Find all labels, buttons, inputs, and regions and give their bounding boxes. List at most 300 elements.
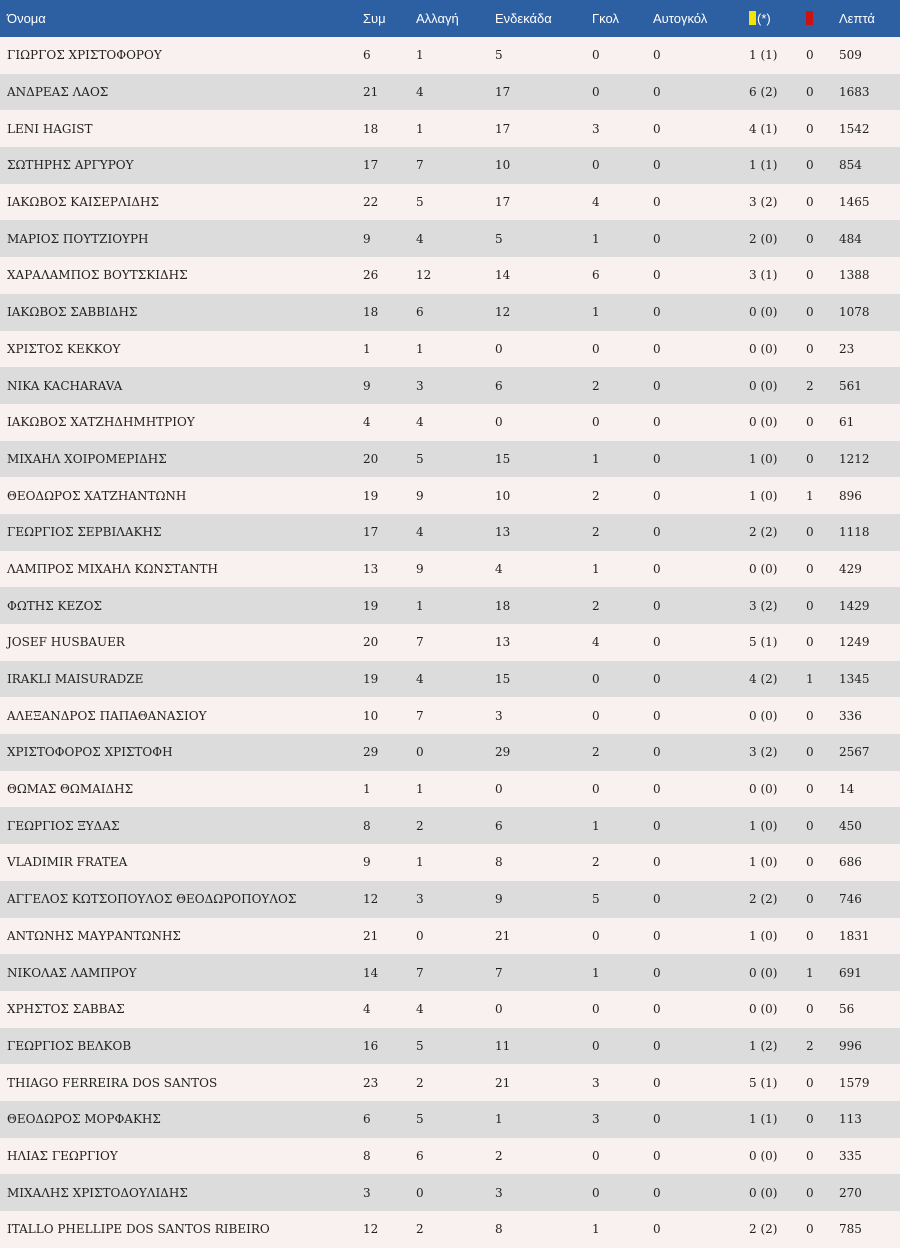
cell-minutes: 509 xyxy=(839,48,862,63)
header-subs[interactable]: Αλλαγή xyxy=(416,11,459,26)
cell-goals: 0 xyxy=(592,85,600,100)
cell-red: 0 xyxy=(806,48,814,63)
cell-goals: 4 xyxy=(592,635,600,650)
cell-subs: 9 xyxy=(416,488,424,503)
cell-minutes: 61 xyxy=(839,415,855,430)
table-row xyxy=(0,110,900,147)
cell-yellow: 1 (0) xyxy=(749,928,778,943)
cell-starts: 0 xyxy=(495,415,503,430)
cell-yellow: 0 (0) xyxy=(749,708,778,723)
table-row xyxy=(0,1028,900,1065)
cell-yellow: 0 (0) xyxy=(749,1002,778,1017)
cell-apps: 9 xyxy=(363,855,371,870)
cell-minutes: 896 xyxy=(839,488,862,503)
player-name[interactable]: IRAKLI MAISURADZE xyxy=(7,672,144,687)
cell-apps: 12 xyxy=(363,1222,379,1237)
table-row xyxy=(0,697,900,734)
cell-red: 0 xyxy=(806,121,814,136)
cell-yellow: 2 (0) xyxy=(749,231,778,246)
cell-minutes: 1249 xyxy=(839,635,870,650)
cell-apps: 17 xyxy=(363,525,379,540)
cell-own-goals: 0 xyxy=(653,231,661,246)
cell-starts: 5 xyxy=(495,231,503,246)
cell-subs: 2 xyxy=(416,818,424,833)
cell-red: 0 xyxy=(806,158,814,173)
cell-starts: 0 xyxy=(495,341,503,356)
cell-starts: 14 xyxy=(495,268,511,283)
cell-subs: 4 xyxy=(416,85,424,100)
table-row xyxy=(0,257,900,294)
cell-starts: 6 xyxy=(495,378,503,393)
table-row xyxy=(0,404,900,441)
player-name[interactable]: ΓΕΩΡΓΙΟΣ ΣΕΡΒΙΛΑΚΗΣ xyxy=(7,525,162,540)
cell-starts: 7 xyxy=(495,965,503,980)
cell-goals: 3 xyxy=(592,1075,600,1090)
cell-goals: 1 xyxy=(592,451,600,466)
cell-own-goals: 0 xyxy=(653,415,661,430)
cell-yellow: 4 (1) xyxy=(749,121,778,136)
cell-own-goals: 0 xyxy=(653,561,661,576)
cell-minutes: 2567 xyxy=(839,745,870,760)
cell-apps: 19 xyxy=(363,598,379,613)
cell-yellow: 0 (0) xyxy=(749,378,778,393)
cell-subs: 2 xyxy=(416,1222,424,1237)
player-name[interactable]: NIKA KACHARAVA xyxy=(7,378,123,393)
cell-goals: 1 xyxy=(592,818,600,833)
cell-own-goals: 0 xyxy=(653,451,661,466)
player-name[interactable]: ΘΩΜΑΣ ΘΩΜΑΙΔΗΣ xyxy=(7,782,134,797)
cell-minutes: 1542 xyxy=(839,121,870,136)
cell-minutes: 429 xyxy=(839,561,862,576)
cell-apps: 29 xyxy=(363,745,379,760)
cell-starts: 17 xyxy=(495,85,511,100)
header-minutes[interactable]: Λεπτά xyxy=(839,11,875,26)
cell-own-goals: 0 xyxy=(653,1075,661,1090)
cell-yellow: 0 (0) xyxy=(749,415,778,430)
player-name[interactable]: ΧΑΡΑΛΑΜΠΟΣ ΒΟΥΤΣΚΙΔΗΣ xyxy=(7,268,188,283)
cell-starts: 0 xyxy=(495,1002,503,1017)
cell-apps: 22 xyxy=(363,195,379,210)
cell-yellow: 1 (1) xyxy=(749,48,778,63)
cell-apps: 1 xyxy=(363,782,371,797)
cell-minutes: 1078 xyxy=(839,305,870,320)
cell-minutes: 14 xyxy=(839,782,855,797)
cell-yellow: 0 (0) xyxy=(749,561,778,576)
cell-minutes: 113 xyxy=(839,1112,862,1127)
cell-own-goals: 0 xyxy=(653,1148,661,1163)
cell-own-goals: 0 xyxy=(653,268,661,283)
player-name[interactable]: ΛΑΜΠΡΟΣ ΜΙΧΑΗΛ ΚΩΝΣΤΑΝΤΗ xyxy=(7,561,219,576)
player-name[interactable]: ΙΑΚΩΒΟΣ ΧΑΤΖΗΔΗΜΗΤΡΙΟΥ xyxy=(7,415,195,430)
cell-apps: 8 xyxy=(363,818,371,833)
table-row xyxy=(0,1138,900,1175)
cell-subs: 1 xyxy=(416,121,424,136)
cell-own-goals: 0 xyxy=(653,928,661,943)
cell-red: 0 xyxy=(806,1222,814,1237)
cell-own-goals: 0 xyxy=(653,708,661,723)
cell-starts: 4 xyxy=(495,561,503,576)
cell-red: 0 xyxy=(806,1075,814,1090)
cell-yellow: 0 (0) xyxy=(749,305,778,320)
cell-subs: 3 xyxy=(416,378,424,393)
cell-own-goals: 0 xyxy=(653,672,661,687)
cell-minutes: 686 xyxy=(839,855,862,870)
cell-apps: 10 xyxy=(363,708,379,723)
cell-subs: 1 xyxy=(416,855,424,870)
player-name[interactable]: ΜΑΡΙΟΣ ΠΟΥΤΖΙΟΥΡΗ xyxy=(7,231,149,246)
cell-starts: 29 xyxy=(495,745,511,760)
cell-minutes: 450 xyxy=(839,818,862,833)
cell-goals: 1 xyxy=(592,231,600,246)
table-row xyxy=(0,220,900,257)
table-row xyxy=(0,1064,900,1101)
cell-subs: 5 xyxy=(416,195,424,210)
cell-goals: 1 xyxy=(592,965,600,980)
cell-red: 0 xyxy=(806,635,814,650)
cell-own-goals: 0 xyxy=(653,892,661,907)
cell-starts: 9 xyxy=(495,892,503,907)
cell-minutes: 1429 xyxy=(839,598,870,613)
cell-apps: 26 xyxy=(363,268,379,283)
cell-red: 0 xyxy=(806,1002,814,1017)
cell-goals: 1 xyxy=(592,561,600,576)
cell-minutes: 561 xyxy=(839,378,862,393)
cell-minutes: 270 xyxy=(839,1185,862,1200)
cell-apps: 16 xyxy=(363,1038,379,1053)
cell-starts: 3 xyxy=(495,708,503,723)
player-name[interactable]: ΝΙΚΟΛΑΣ ΛΑΜΠΡΟΥ xyxy=(7,965,137,980)
player-name[interactable]: ΧΡΙΣΤΟΣ ΚΕΚΚΟΥ xyxy=(7,341,121,356)
table-row xyxy=(0,367,900,404)
cell-yellow: 3 (2) xyxy=(749,745,778,760)
cell-yellow: 0 (0) xyxy=(749,782,778,797)
player-name[interactable]: ΑΝΤΩΝΗΣ ΜΑΥΡΑΝΤΩΝΗΣ xyxy=(7,928,181,943)
cell-starts: 2 xyxy=(495,1148,503,1163)
player-name[interactable]: THIAGO FERREIRA DOS SANTOS xyxy=(7,1075,218,1090)
cell-subs: 5 xyxy=(416,1038,424,1053)
cell-apps: 1 xyxy=(363,341,371,356)
header-yellow-cards[interactable] xyxy=(749,0,806,37)
cell-subs: 7 xyxy=(416,158,424,173)
table-row xyxy=(0,294,900,331)
cell-minutes: 1212 xyxy=(839,451,870,466)
cell-own-goals: 0 xyxy=(653,305,661,320)
player-name[interactable]: ΜΙΧΑΗΛ ΧΟΙΡΟΜΕΡΙΔΗΣ xyxy=(7,451,167,466)
cell-subs: 9 xyxy=(416,561,424,576)
table-row xyxy=(0,74,900,111)
cell-red: 0 xyxy=(806,598,814,613)
table-row xyxy=(0,551,900,588)
table-row xyxy=(0,147,900,184)
cell-starts: 10 xyxy=(495,488,511,503)
cell-yellow: 1 (1) xyxy=(749,1112,778,1127)
cell-yellow: 1 (0) xyxy=(749,818,778,833)
cell-apps: 3 xyxy=(363,1185,371,1200)
cell-red: 1 xyxy=(806,965,814,980)
cell-own-goals: 0 xyxy=(653,1038,661,1053)
cell-yellow: 5 (1) xyxy=(749,635,778,650)
table-row xyxy=(0,881,900,918)
cell-red: 0 xyxy=(806,782,814,797)
cell-goals: 0 xyxy=(592,48,600,63)
table-row xyxy=(0,991,900,1028)
cell-own-goals: 0 xyxy=(653,1222,661,1237)
cell-red: 0 xyxy=(806,892,814,907)
cell-subs: 4 xyxy=(416,1002,424,1017)
cell-goals: 2 xyxy=(592,488,600,503)
cell-subs: 4 xyxy=(416,672,424,687)
cell-yellow: 1 (0) xyxy=(749,855,778,870)
cell-goals: 2 xyxy=(592,745,600,760)
cell-red: 0 xyxy=(806,928,814,943)
cell-apps: 18 xyxy=(363,305,379,320)
table-row xyxy=(0,661,900,698)
cell-goals: 0 xyxy=(592,672,600,687)
table-row xyxy=(0,587,900,624)
cell-minutes: 1345 xyxy=(839,672,870,687)
player-name[interactable]: ΑΝΔΡΕΑΣ ΛΑΟΣ xyxy=(7,85,109,100)
cell-own-goals: 0 xyxy=(653,1185,661,1200)
player-name[interactable]: JOSEF HUSBAUER xyxy=(7,635,125,650)
cell-goals: 2 xyxy=(592,378,600,393)
cell-red: 0 xyxy=(806,305,814,320)
cell-subs: 4 xyxy=(416,231,424,246)
cell-goals: 4 xyxy=(592,195,600,210)
cell-minutes: 336 xyxy=(839,708,862,723)
cell-own-goals: 0 xyxy=(653,855,661,870)
cell-yellow: 4 (2) xyxy=(749,672,778,687)
cell-subs: 1 xyxy=(416,48,424,63)
player-name[interactable]: ΑΓΓΕΛΟΣ ΚΩΤΣΟΠΟΥΛΟΣ ΘΕΟΔΩΡΟΠΟΥΛΟΣ xyxy=(7,892,297,907)
cell-red: 0 xyxy=(806,1112,814,1127)
cell-minutes: 1831 xyxy=(839,928,870,943)
cell-goals: 3 xyxy=(592,121,600,136)
cell-goals: 0 xyxy=(592,1185,600,1200)
cell-apps: 6 xyxy=(363,1112,371,1127)
cell-minutes: 23 xyxy=(839,341,855,356)
cell-subs: 12 xyxy=(416,268,432,283)
yellow-suffix: (*) xyxy=(757,11,771,26)
cell-yellow: 0 (0) xyxy=(749,341,778,356)
cell-subs: 0 xyxy=(416,1185,424,1200)
cell-minutes: 691 xyxy=(839,965,862,980)
cell-apps: 20 xyxy=(363,635,379,650)
cell-subs: 5 xyxy=(416,1112,424,1127)
cell-starts: 21 xyxy=(495,1075,511,1090)
cell-red: 0 xyxy=(806,561,814,576)
header-name[interactable]: Όνομα xyxy=(7,11,46,26)
cell-red: 0 xyxy=(806,525,814,540)
cell-red: 0 xyxy=(806,85,814,100)
cell-apps: 9 xyxy=(363,231,371,246)
red-card-icon xyxy=(806,11,813,25)
cell-own-goals: 0 xyxy=(653,818,661,833)
cell-apps: 12 xyxy=(363,892,379,907)
cell-own-goals: 0 xyxy=(653,635,661,650)
cell-red: 2 xyxy=(806,378,814,393)
cell-goals: 3 xyxy=(592,1112,600,1127)
cell-apps: 4 xyxy=(363,415,371,430)
cell-starts: 0 xyxy=(495,782,503,797)
cell-apps: 20 xyxy=(363,451,379,466)
cell-yellow: 5 (1) xyxy=(749,1075,778,1090)
player-name[interactable]: ΘΕΟΔΩΡΟΣ ΜΟΡΦΑΚΗΣ xyxy=(7,1112,161,1127)
cell-goals: 0 xyxy=(592,708,600,723)
cell-red: 0 xyxy=(806,341,814,356)
player-name[interactable]: ΓΕΩΡΓΙΟΣ ΞΥΔΑΣ xyxy=(7,818,120,833)
cell-own-goals: 0 xyxy=(653,195,661,210)
table-row xyxy=(0,441,900,478)
cell-yellow: 0 (0) xyxy=(749,1148,778,1163)
table-row xyxy=(0,954,900,991)
cell-goals: 2 xyxy=(592,598,600,613)
cell-subs: 6 xyxy=(416,305,424,320)
cell-goals: 1 xyxy=(592,1222,600,1237)
cell-apps: 21 xyxy=(363,85,379,100)
player-name[interactable]: VLADIMIR FRATEA xyxy=(7,855,128,870)
cell-starts: 6 xyxy=(495,818,503,833)
table-row xyxy=(0,331,900,368)
cell-starts: 15 xyxy=(495,672,511,687)
cell-starts: 13 xyxy=(495,525,511,540)
cell-minutes: 1683 xyxy=(839,85,870,100)
player-name[interactable]: ΧΡΗΣΤΟΣ ΣΑΒΒΑΣ xyxy=(7,1002,125,1017)
cell-own-goals: 0 xyxy=(653,965,661,980)
table-row xyxy=(0,477,900,514)
cell-yellow: 2 (2) xyxy=(749,1222,778,1237)
table-row xyxy=(0,1174,900,1211)
cell-own-goals: 0 xyxy=(653,598,661,613)
cell-minutes: 1388 xyxy=(839,268,870,283)
cell-red: 0 xyxy=(806,451,814,466)
table-row xyxy=(0,734,900,771)
yellow-card-icon xyxy=(749,11,756,25)
player-name[interactable]: ΙΑΚΩΒΟΣ ΣΑΒΒΙΔΗΣ xyxy=(7,305,138,320)
cell-yellow: 0 (0) xyxy=(749,1185,778,1200)
header-red-cards[interactable] xyxy=(806,0,839,37)
cell-goals: 0 xyxy=(592,782,600,797)
player-name[interactable]: ΧΡΙΣΤΟΦΟΡΟΣ ΧΡΙΣΤΟΦΗ xyxy=(7,745,173,760)
cell-goals: 5 xyxy=(592,892,600,907)
cell-own-goals: 0 xyxy=(653,48,661,63)
cell-own-goals: 0 xyxy=(653,158,661,173)
cell-yellow: 1 (0) xyxy=(749,488,778,503)
cell-subs: 4 xyxy=(416,525,424,540)
cell-starts: 8 xyxy=(495,1222,503,1237)
table-row xyxy=(0,184,900,221)
cell-red: 0 xyxy=(806,1185,814,1200)
cell-apps: 4 xyxy=(363,1002,371,1017)
cell-subs: 0 xyxy=(416,928,424,943)
header-own-goals[interactable]: Αυτογκόλ xyxy=(653,11,708,26)
cell-goals: 0 xyxy=(592,341,600,356)
cell-apps: 17 xyxy=(363,158,379,173)
cell-own-goals: 0 xyxy=(653,1112,661,1127)
player-name[interactable]: LENI HAGIST xyxy=(7,121,93,136)
player-name[interactable]: ΦΩΤΗΣ ΚΕΖΟΣ xyxy=(7,598,102,613)
cell-yellow: 1 (1) xyxy=(749,158,778,173)
cell-minutes: 1465 xyxy=(839,195,870,210)
cell-goals: 2 xyxy=(592,855,600,870)
player-name[interactable]: ΙΑΚΩΒΟΣ ΚΑΙΣΕΡΛΙΔΗΣ xyxy=(7,195,159,210)
cell-starts: 21 xyxy=(495,928,511,943)
cell-own-goals: 0 xyxy=(653,121,661,136)
cell-minutes: 1579 xyxy=(839,1075,870,1090)
table-header-row xyxy=(0,0,900,37)
cell-red: 0 xyxy=(806,1148,814,1163)
cell-red: 0 xyxy=(806,195,814,210)
cell-starts: 8 xyxy=(495,855,503,870)
table-row xyxy=(0,918,900,955)
cell-apps: 8 xyxy=(363,1148,371,1163)
cell-subs: 2 xyxy=(416,1075,424,1090)
player-name[interactable]: ΣΩΤΗΡΗΣ ΑΡΓΥΡΟΥ xyxy=(7,158,134,173)
cell-goals: 0 xyxy=(592,1038,600,1053)
cell-subs: 7 xyxy=(416,965,424,980)
cell-yellow: 6 (2) xyxy=(749,85,778,100)
cell-goals: 0 xyxy=(592,1002,600,1017)
cell-goals: 0 xyxy=(592,158,600,173)
cell-apps: 14 xyxy=(363,965,379,980)
cell-apps: 9 xyxy=(363,378,371,393)
table-body xyxy=(0,37,900,1248)
cell-red: 1 xyxy=(806,672,814,687)
player-name[interactable]: ΘΕΟΔΩΡΟΣ ΧΑΤΖΗΑΝΤΩΝΗ xyxy=(7,488,187,503)
cell-goals: 0 xyxy=(592,1148,600,1163)
cell-goals: 1 xyxy=(592,305,600,320)
player-name[interactable]: ΓΕΩΡΓΙΟΣ ΒΕΛΚΟΒ xyxy=(7,1038,132,1053)
player-name[interactable]: ΓΙΩΡΓΟΣ ΧΡΙΣΤΟΦΟΡΟΥ xyxy=(7,48,162,63)
cell-subs: 7 xyxy=(416,708,424,723)
cell-starts: 15 xyxy=(495,451,511,466)
cell-apps: 13 xyxy=(363,561,379,576)
cell-own-goals: 0 xyxy=(653,378,661,393)
cell-red: 2 xyxy=(806,1038,814,1053)
cell-yellow: 2 (2) xyxy=(749,525,778,540)
cell-yellow: 3 (2) xyxy=(749,598,778,613)
cell-yellow: 2 (2) xyxy=(749,892,778,907)
cell-starts: 1 xyxy=(495,1112,503,1127)
table-row xyxy=(0,37,900,74)
cell-own-goals: 0 xyxy=(653,745,661,760)
cell-subs: 6 xyxy=(416,1148,424,1163)
table-row xyxy=(0,807,900,844)
cell-own-goals: 0 xyxy=(653,1002,661,1017)
player-name[interactable]: ΑΛΕΞΑΝΔΡΟΣ ΠΑΠΑΘΑΝΑΣΙΟΥ xyxy=(7,708,207,723)
header-starts[interactable]: Ενδεκάδα xyxy=(495,11,552,26)
cell-starts: 12 xyxy=(495,305,511,320)
table-row xyxy=(0,514,900,551)
cell-red: 0 xyxy=(806,231,814,246)
cell-subs: 3 xyxy=(416,892,424,907)
player-name[interactable]: ΗΛΙΑΣ ΓΕΩΡΓΙΟΥ xyxy=(7,1148,118,1163)
cell-apps: 19 xyxy=(363,488,379,503)
header-goals[interactable]: Γκολ xyxy=(592,11,619,26)
header-apps[interactable]: Συμ xyxy=(363,11,386,26)
cell-minutes: 56 xyxy=(839,1002,855,1017)
cell-subs: 1 xyxy=(416,782,424,797)
cell-apps: 21 xyxy=(363,928,379,943)
cell-own-goals: 0 xyxy=(653,782,661,797)
player-name[interactable]: ΜΙΧΑΛΗΣ ΧΡΙΣΤΟΔΟΥΛΙΔΗΣ xyxy=(7,1185,188,1200)
player-name[interactable]: ITALLO PHELLIPE DOS SANTOS RIBEIRO xyxy=(7,1222,270,1237)
cell-red: 0 xyxy=(806,745,814,760)
cell-starts: 18 xyxy=(495,598,511,613)
cell-red: 0 xyxy=(806,708,814,723)
table-row xyxy=(0,1101,900,1138)
cell-apps: 6 xyxy=(363,48,371,63)
cell-goals: 0 xyxy=(592,928,600,943)
